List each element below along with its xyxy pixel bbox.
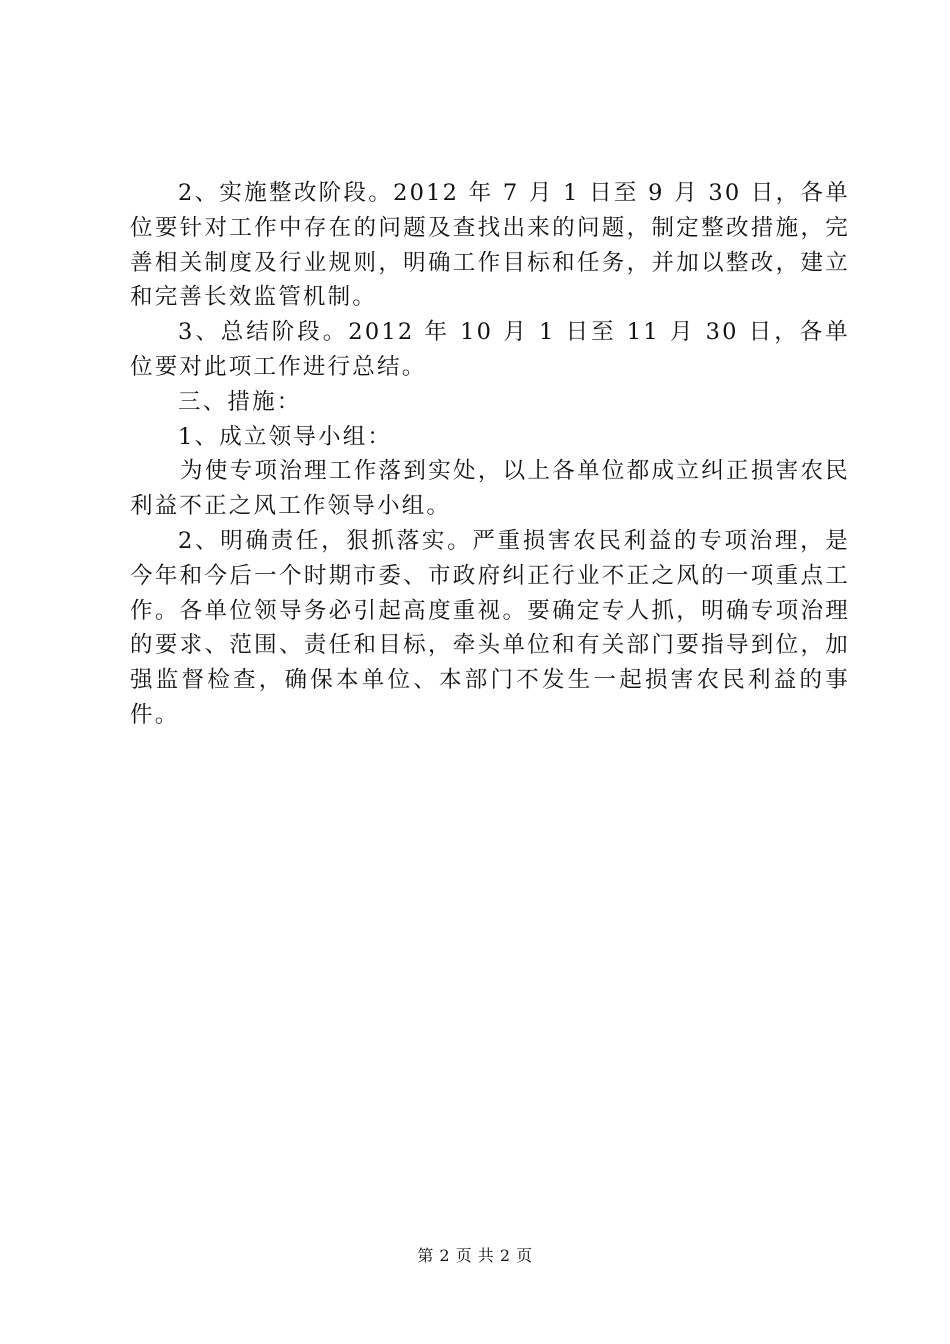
paragraph-implementation-phase: 2、实施整改阶段。2012 年 7 月 1 日至 9 月 30 日，各单位要针对工作中存在的问题及查找出来的问题，制定整改措施，完善相关制度及行业规则，明确工作目标和任务，并加以整改，建立和完善长效监管机制。 — [130, 180, 850, 311]
page-footer: 第 2 页 共 2 页 — [417, 1246, 533, 1265]
subheading-leadership-group: 1、成立领导小组： — [178, 423, 393, 450]
section-heading-measures: 三、措施： — [178, 388, 302, 415]
paragraph-responsibility: 2、明确责任，狠抓落实。严重损害农民利益的专项治理，是今年和今后一个时期市委、市政府纠正行业不正之风的一项重点工作。各单位领导务必引起高度重视。要确定专人抓，明确专项治理的要求、范围、责任和目标，牵头单位和有关部门要指导到位，加强监督检查，确保本单位、本部门不发生一起损害农民利益的事件。 — [130, 527, 850, 728]
paragraph-summary-phase: 3、总结阶段。2012 年 10 月 1 日至 11 月 30 日，各单位要对此项工作进行总结。 — [130, 319, 850, 380]
paragraph-leadership-group: 为使专项治理工作落到实处，以上各单位都成立纠正损害农民利益不正之风工作领导小组。 — [130, 458, 850, 520]
document-body — [130, 176, 850, 733]
